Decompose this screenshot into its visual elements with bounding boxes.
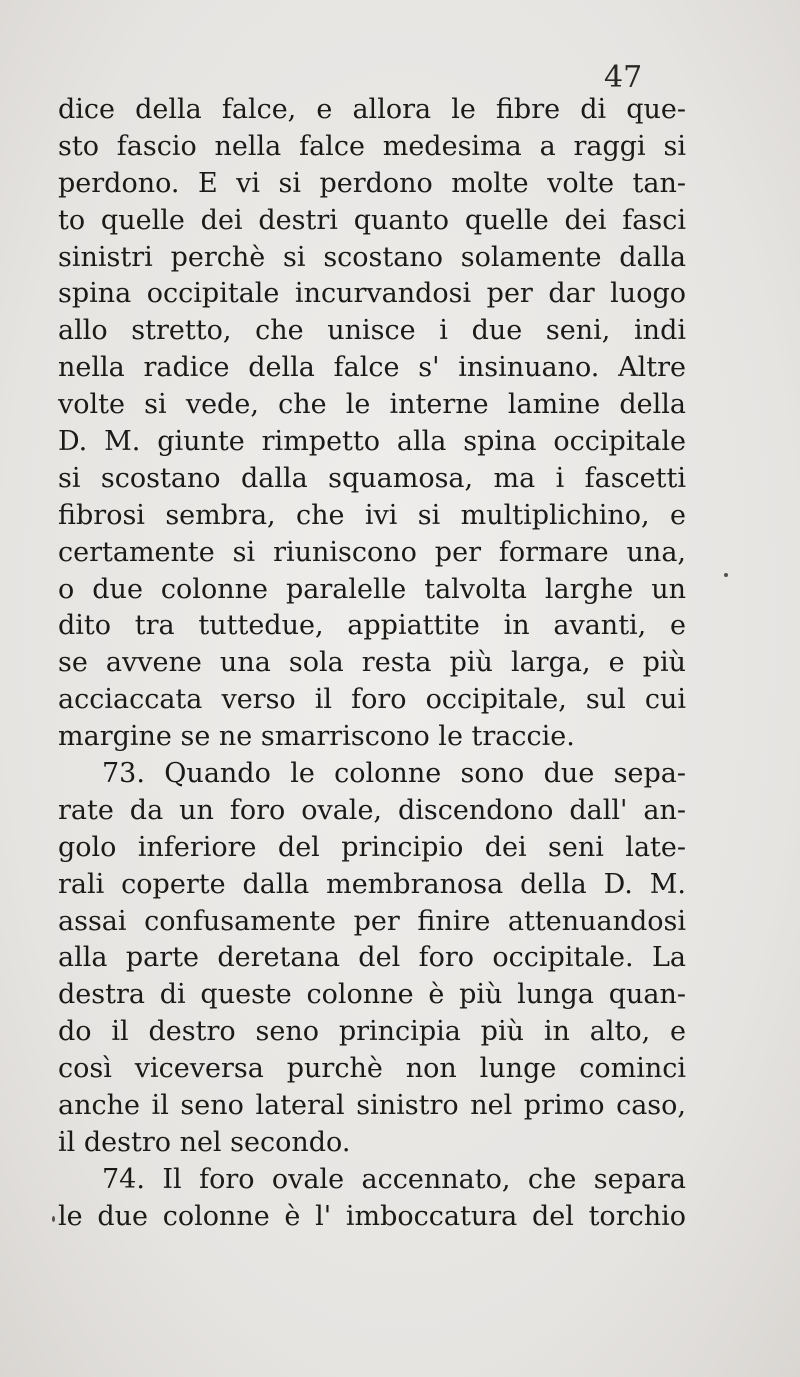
text-line: acciaccata verso il foro occipitale, sul cui <box>58 684 686 716</box>
text-line: le due colonne è l' imboccatura del torchio <box>58 1200 686 1232</box>
text-line: D. M. giunte rimpetto alla spina occipitale <box>58 426 686 458</box>
text-line: rate da un foro ovale, discendono dall' an- <box>58 794 686 826</box>
body-text <box>58 92 686 1236</box>
ink-speck <box>724 573 728 577</box>
text-line: volte si vede, che le interne lamine della <box>58 389 686 421</box>
text-line: o due colonne paralelle talvolta larghe un <box>58 573 686 605</box>
text-line: assai confusamente per finire attenuandosi <box>58 905 686 937</box>
text-line: sinistri perchè si scostano solamente dalla <box>58 241 686 273</box>
text-line: dice della falce, e allora le fibre di que- <box>58 94 686 125</box>
text-line: spina occipitale incurvandosi per dar luogo <box>58 278 686 310</box>
text-line: nella radice della falce s' insinuano. Altre <box>58 352 686 384</box>
text-line: margine se ne smarriscono le traccie. <box>58 721 575 753</box>
ink-speck <box>52 1216 55 1222</box>
text-line: perdono. E vi si perdono molte volte tan- <box>58 167 686 199</box>
paragraph-73-start: 73. Quando le colonne sono due sepa- <box>102 758 686 790</box>
text-line: golo inferiore del principio dei seni late- <box>58 831 686 863</box>
text-line: fibrosi sembra, che ivi si multiplichino, e <box>58 499 686 531</box>
paragraph-74-start: 74. Il foro ovale accennato, che separa <box>102 1163 686 1195</box>
text-line: si scostano dalla squamosa, ma i fascetti <box>58 462 686 494</box>
text-line: destra di queste colonne è più lunga quan- <box>58 979 686 1011</box>
text-line: anche il seno lateral sinistro nel primo caso, <box>58 1090 686 1122</box>
text-line: così viceversa purchè non lunge cominci <box>58 1053 686 1085</box>
page-number: 47 <box>604 60 643 95</box>
text-line: to quelle dei destri quanto quelle dei fasci <box>58 204 686 236</box>
text-line: alla parte deretana del foro occipitale. La <box>58 942 686 974</box>
text-line: allo stretto, che unisce i due seni, indi <box>58 315 686 347</box>
text-line: se avvene una sola resta più larga, e più <box>58 647 686 679</box>
text-line: sto fascio nella falce medesima a raggi si <box>58 130 686 162</box>
text-line: il destro nel secondo. <box>58 1126 351 1158</box>
text-line: dito tra tuttedue, appiattite in avanti, e <box>58 610 686 642</box>
text-line: certamente si riuniscono per formare una, <box>58 536 686 568</box>
text-line: do il destro seno principia più in alto, e <box>58 1016 686 1048</box>
text-line: rali coperte dalla membranosa della D. M. <box>58 868 686 900</box>
